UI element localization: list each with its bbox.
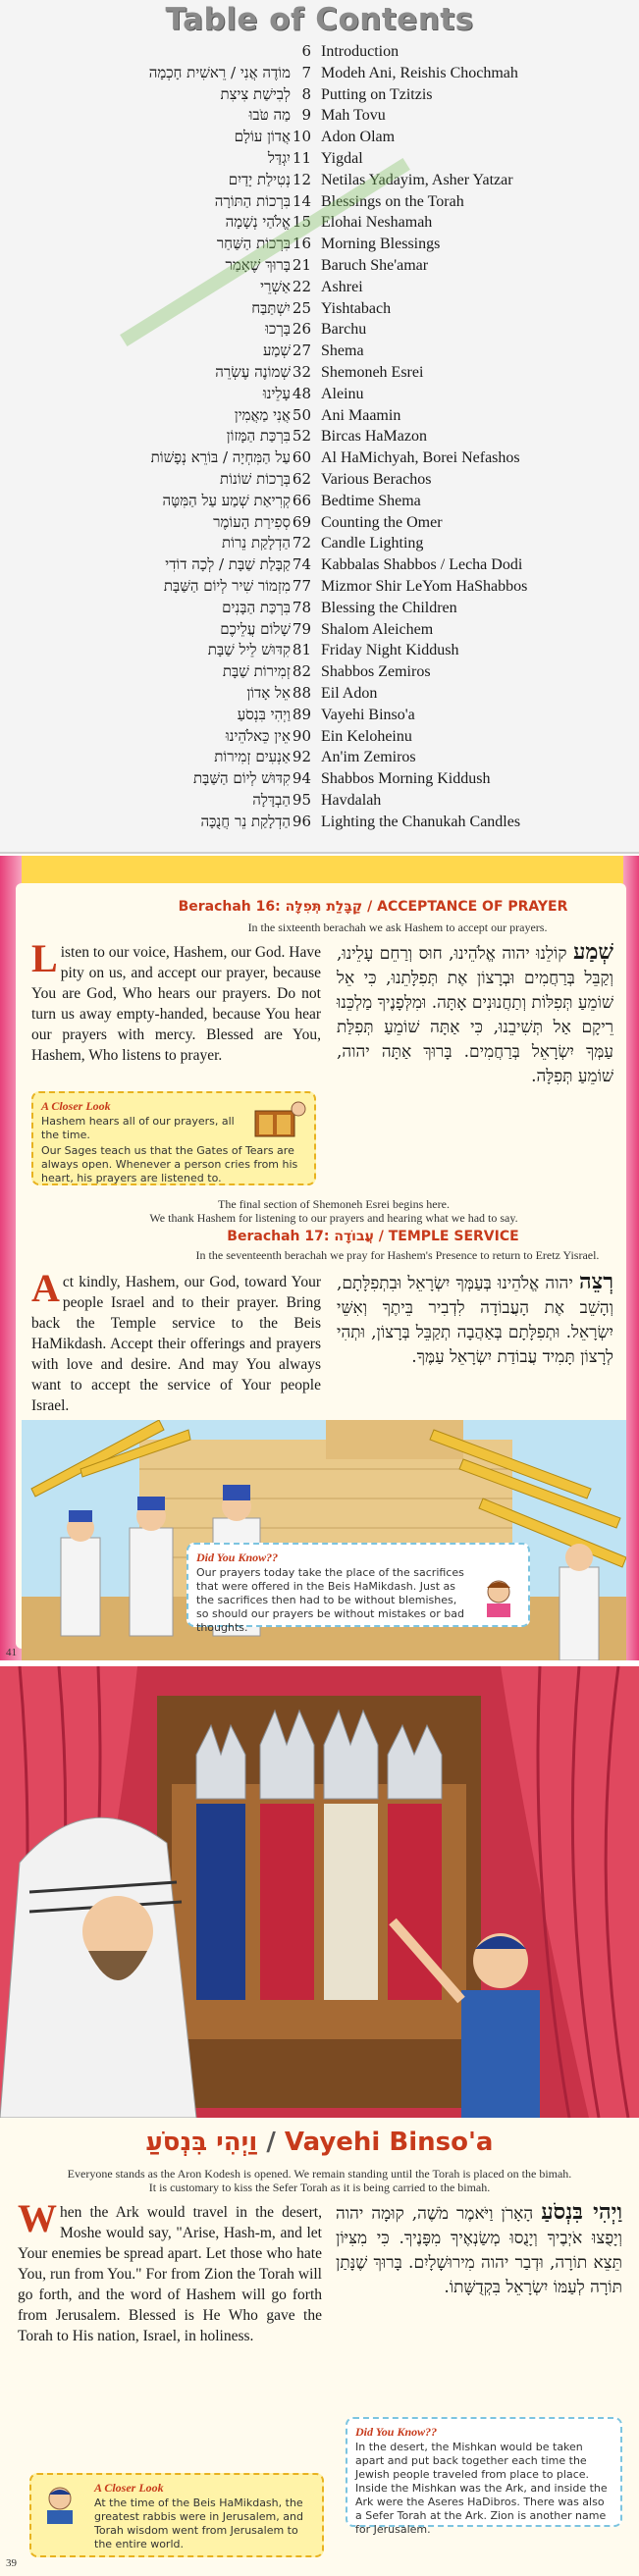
table-of-contents-page: [0, 0, 639, 854]
did-you-know-title: Did You Know??: [196, 1551, 279, 1564]
toc-page-number: 9: [301, 106, 311, 125]
toc-english-title: Adon Olam: [321, 129, 396, 146]
toc-hebrew-title: בָּרוּךְ שֶׁאָמַר: [225, 256, 291, 274]
toc-page-number: 81: [292, 641, 311, 659]
toc-english-title: Eil Adon: [321, 685, 378, 702]
final-section-note-2: We thank Hashem for listening to our prayers and hearing what we had to say.: [149, 1211, 518, 1225]
berachah-17-english-title: TEMPLE SERVICE: [388, 1229, 519, 1244]
vayehi-binsoa-hebrew-title: וַיְהִי בִּנְסֹעַ: [145, 2128, 258, 2157]
vayehi-binsoa-hebrew-text: [336, 2200, 622, 2300]
toc-english-title: Bircas HaMazon: [321, 428, 427, 446]
did-you-know-box: [346, 2417, 622, 2536]
berachah-17-slash: /: [373, 1229, 389, 1244]
toc-english-title: Lighting the Chanukah Candles: [321, 813, 521, 830]
berachah-16-heading: [128, 899, 618, 915]
toc-title: Table of Contents: [165, 2, 474, 37]
toc-english-title: Modeh Ani, Reishis Chochmah: [321, 64, 518, 81]
toc-english-title: Morning Blessings: [321, 236, 441, 253]
toc-hebrew-title: בִּרְכַּת הַבָּנִים: [222, 598, 291, 616]
toc-english-title: Friday Night Kiddush: [321, 642, 459, 659]
toc-hebrew-title: אֲדוֹן עוֹלָם: [234, 128, 291, 146]
toc-english-title: Elohai Neshamah: [321, 214, 433, 232]
toc-page-number: 11: [292, 149, 311, 167]
toc-page-number: 60: [292, 448, 311, 467]
toc-english-title: Blessings on the Torah: [321, 192, 464, 210]
toc-english-title: Blessing the Children: [321, 599, 457, 616]
toc-page-number: 15: [292, 213, 311, 232]
vayehi-binsoa-english-text: [18, 2196, 322, 2346]
closer-look-text: At the time of the Beis HaMikdash, the greatest rabbis were in Jerusalem, and Torah wisdom went from Jerusalem to the entire world.: [94, 2497, 303, 2550]
aron-kodesh-illustration: [0, 1666, 639, 2118]
toc-hebrew-title: בָּרְכוּ: [265, 320, 291, 339]
toc-english-title: Bedtime Shema: [321, 492, 421, 509]
berachah-16-hebrew-first-word: שְׁמַע: [572, 939, 614, 965]
closer-look-title: A Closer Look: [41, 1099, 111, 1113]
vayehi-binsoa-subtitle-2: It is customary to kiss the Sefer Torah as it is being carried to the bimah.: [148, 2181, 491, 2194]
toc-row[interactable]: [0, 127, 639, 147]
toc-row[interactable]: [0, 812, 639, 832]
vayehi-binsoa-hebrew-first-words: וַיְהִי בִּנְסֹעַ: [541, 2199, 623, 2225]
page-41: [0, 856, 639, 1660]
toc-row[interactable]: [0, 533, 639, 553]
toc-hebrew-title: הַדְלָקַת נֵרוֹת: [221, 534, 291, 552]
toc-row[interactable]: [0, 41, 639, 62]
toc-row[interactable]: [0, 576, 639, 597]
toc-english-title: Ani Maamin: [321, 406, 401, 424]
dropcap: A: [31, 1266, 60, 1310]
toc-hebrew-title: שָׁלוֹם עֲלֵיכֶם: [220, 619, 291, 638]
toc-hebrew-title: קַבָּלַת שַׁבָּת / לְכָה דוֹדִי: [165, 555, 291, 574]
toc-hebrew-title: אַשְׁרֵי: [260, 277, 291, 295]
did-you-know-text: In the desert, the Mishkan would be taken apart and put back together each time the Jewish people traveled from place to place. Inside the Mishkan was the Ark, and inside the Ark were the Aseres HaDibros. There was also a Sefer Torah at the Ark. Zion is another name for Jerusalem.: [355, 2441, 608, 2536]
toc-row[interactable]: [0, 426, 639, 447]
berachah-16-english-text: [31, 936, 321, 1066]
toc-row[interactable]: [0, 405, 639, 426]
berachah-16-label: Berachah 16:: [178, 899, 281, 915]
toc-english-title: Al HaMichyah, Borei Nefashos: [321, 449, 520, 467]
toc-row[interactable]: [0, 191, 639, 212]
toc-page-number: 25: [292, 298, 311, 317]
toc-english-title: Vayehi Binso'a: [321, 706, 415, 723]
toc-row[interactable]: [0, 661, 639, 682]
toc-english-title: Shabbos Zemiros: [321, 663, 431, 681]
toc-page-number: 21: [292, 256, 311, 274]
toc-english-title: Introduction: [321, 43, 399, 60]
toc-hebrew-title: קְרִיאַת שְׁמַע עַל הַמִּטָּה: [162, 491, 291, 509]
toc-page-number: 12: [292, 170, 311, 188]
toc-english-title: Kabbalas Shabbos / Lecha Dodi: [321, 556, 523, 574]
toc-row[interactable]: [0, 319, 639, 340]
toc-row[interactable]: [0, 148, 639, 169]
toc-hebrew-title: הַדְלָקַת נֵר חֲנֻכָּה: [200, 812, 291, 830]
toc-page-number: 50: [292, 405, 311, 424]
berachah-17-hebrew-text: [337, 1270, 613, 1370]
toc-row[interactable]: [0, 768, 639, 789]
toc-page-number: 78: [292, 598, 311, 616]
toc-row[interactable]: [0, 234, 639, 254]
toc-row[interactable]: [0, 341, 639, 361]
toc-row[interactable]: [0, 170, 639, 190]
gates-illustration-icon: [251, 1097, 306, 1140]
toc-english-title: Yigdal: [321, 150, 363, 167]
toc-hebrew-title: סְפִירַת הָעוֹמֶר: [213, 512, 291, 531]
berachah-17-english-text: [31, 1266, 321, 1416]
final-section-note-1: The final section of Shemoneh Esrei begins here.: [218, 1197, 450, 1211]
toc-hebrew-title: נְטִילַת יָדַיִם: [228, 170, 291, 188]
berachah-16-hebrew-text: [337, 940, 613, 1089]
toc-page-number: 77: [292, 577, 311, 595]
toc-page-number: 7: [301, 63, 311, 81]
did-you-know-box: [186, 1543, 530, 1634]
vayehi-binsoa-subtitle-1: Everyone stands as the Aron Kodesh is opened. We remain standing until the Torah is placed on the bimah.: [67, 2167, 572, 2181]
toc-hebrew-title: אֲנִי מַאֲמִין: [234, 405, 291, 424]
toc-row[interactable]: [0, 683, 639, 704]
toc-page-number: 95: [292, 791, 311, 809]
toc-english-title: Candle Lighting: [321, 535, 424, 552]
toc-english-title: Havdalah: [321, 792, 382, 809]
toc-hebrew-title: בִּרְכוֹת הַתּוֹרָה: [214, 191, 291, 210]
toc-hebrew-title: מַה טֹּבוּ: [248, 106, 291, 125]
toc-page-number: 62: [292, 470, 311, 488]
berachah-16-slash: /: [362, 899, 378, 915]
page-39: [0, 1666, 639, 2576]
toc-page-number: 66: [292, 491, 311, 509]
toc-hebrew-title: בִּרְכוֹת הַשַּׁחַר: [216, 235, 291, 253]
toc-english-title: Yishtabach: [321, 299, 392, 317]
berachah-16-hebrew-body: קוֹלֵנוּ יהוה אֱלֹהֵינוּ, חוּס וְרַחֵם עָלֵינוּ, וְקַבֵּל בְּרַחֲמִים וּבְרָצוֹן אֶת תְּפִלָּתֵנוּ, כִּי אֵל שׁוֹמֵעַ תְּפִלּוֹת וְתַחֲנוּנִים אָתָּה. וּמִלְּפָנֶיךָ מַלְכֵּנוּ רֵיקָם אַל תְּשִׁיבֵנוּ, כִּי אַתָּה שׁוֹמֵעַ תְּפִלַּת עַמְּךָ יִשְׂרָאֵל בְּרַחֲמִים. בָּרוּךְ אַתָּה יהוה, שׁוֹמֵעַ תְּפִלָּה.: [337, 944, 613, 1086]
toc-row[interactable]: [0, 447, 639, 468]
toc-row[interactable]: [0, 598, 639, 618]
toc-page-number: 26: [292, 320, 311, 339]
toc-english-title: Mah Tovu: [321, 107, 386, 125]
toc-english-title: Netilas Yadayim, Asher Yatzar: [321, 171, 513, 188]
toc-hebrew-title: בִּרְכַּת הַמָּזוֹן: [226, 427, 291, 446]
toc-english-title: Shema: [321, 342, 364, 360]
vayehi-binsoa-title: [0, 2128, 639, 2157]
toc-english-title: Ashrei: [321, 278, 363, 295]
berachah-17-subtitle: In the seventeenth berachah we pray for Hashem's Presence to return to Eretz Yisrael.: [195, 1248, 600, 1262]
toc-page-number: 52: [292, 427, 311, 446]
toc-hebrew-title: מִזְמוֹר שִׁיר לְיוֹם הַשַּׁבָּת: [163, 577, 291, 595]
toc-hebrew-title: עָלֵינוּ: [262, 384, 291, 402]
toc-row[interactable]: [0, 640, 639, 660]
toc-page-number: 96: [292, 812, 311, 830]
toc-row[interactable]: [0, 105, 639, 126]
toc-page-number: 27: [292, 342, 311, 360]
page-number-41: 41: [6, 1647, 17, 1658]
toc-page-number: 72: [292, 534, 311, 552]
toc-english-title: Shemoneh Esrei: [321, 364, 424, 381]
toc-page-number: 10: [292, 128, 311, 146]
closer-look-title: A Closer Look: [94, 2481, 164, 2495]
toc-hebrew-title: יִגְדַּל: [267, 149, 291, 167]
closer-look-line-1: Hashem hears all of our prayers, all the time.: [41, 1115, 235, 1141]
toc-page-number: 69: [292, 512, 311, 531]
toc-english-title: Shalom Aleichem: [321, 620, 434, 638]
toc-hebrew-title: הַבְדָּלָה: [252, 791, 291, 809]
toc-page-number: 16: [292, 235, 311, 253]
toc-page-number: 94: [292, 769, 311, 788]
toc-hebrew-title: שְׁמוֹנֶה עֶשְׂרֵה: [215, 363, 291, 381]
toc-hebrew-title: עַל הַמִּחְיָה / בּוֹרֵא נְפָשׁוֹת: [150, 448, 291, 467]
toc-hebrew-title: שְׁמַע: [262, 342, 291, 360]
toc-english-title: Mizmor Shir LeYom HaShabbos: [321, 578, 528, 595]
toc-page-number: 88: [292, 684, 311, 702]
toc-hebrew-title: אֱלֹהַי נְשָׁמָה: [225, 213, 291, 232]
closer-look-box: [29, 2473, 324, 2557]
toc-page-number: 79: [292, 619, 311, 638]
toc-english-title: Shabbos Morning Kiddush: [321, 770, 491, 788]
toc-english-title: Baruch She'amar: [321, 257, 429, 274]
vayehi-binsoa-hebrew-body: הָאָרֹן וַיֹּאמֶר מֹשֶׁה, קוּמָה יהוה וְיָפֻצוּ אֹיְבֶיךָ וְיָנֻסוּ מְשַׂנְאֶיךָ מִפָּנֶיךָ. כִּי מִצִּיּוֹן תֵּצֵא תוֹרָה, וּדְבַר יהוה מִירוּשָׁלָיִם. בָּרוּךְ שֶׁנָּתַן תּוֹרָה לְעַמּוֹ יִשְׂרָאֵל בִּקְדֻשָּׁתוֹ.: [336, 2204, 622, 2297]
closer-look-line-2: Our Sages teach us that the Gates of Tears are always open. Whenever a person cries from his heart, his prayers are listened to.: [41, 1144, 298, 1184]
toc-hebrew-title: קִדּוּשׁ לֵיל שַׁבָּת: [207, 641, 291, 659]
toc-page-number: 92: [292, 748, 311, 766]
did-you-know-title: Did You Know??: [355, 2425, 438, 2439]
toc-row[interactable]: [0, 790, 639, 811]
toc-row[interactable]: [0, 726, 639, 747]
toc-row[interactable]: [0, 298, 639, 319]
berachah-17-hebrew-body: יהוה אֱלֹהֵינוּ בְּעַמְּךָ יִשְׂרָאֵל וּבִתְפִלָּתָם, וְהָשֵׁב אֶת הָעֲבוֹדָה לִדְבִיר בֵּיתֶךָ וְאִשֵּׁי יִשְׂרָאֵל. וּתְפִלָּתָם בְּאַהֲבָה תְקַבֵּל בְּרָצוֹן, וּתְהִי לְרָצוֹן תָּמִיד עֲבוֹדַת יִשְׂרָאֵל עַמֶּךָ.: [337, 1274, 613, 1367]
toc-page-number: 89: [292, 705, 311, 723]
toc-english-title: Aleinu: [321, 385, 364, 402]
toc-hebrew-title: לְבִישַׁת צִיצִת: [220, 84, 291, 103]
toc-row[interactable]: [0, 554, 639, 575]
dropcap: W: [18, 2196, 57, 2240]
toc-hebrew-title: קִדּוּשׁ לְיוֹם הַשַּׁבָּת: [192, 769, 291, 788]
toc-row[interactable]: [0, 491, 639, 511]
page-number-39: 39: [6, 2557, 17, 2569]
berachah-17-label: Berachah 17:: [227, 1229, 330, 1244]
toc-english-title: Barchu: [321, 321, 367, 339]
toc-page-number: 14: [292, 191, 311, 210]
berachah-16-english-title: ACCEPTANCE OF PRAYER: [377, 899, 568, 915]
toc-hebrew-title: בְּרָכוֹת שׁוֹנוֹת: [219, 470, 291, 488]
toc-english-title: Counting the Omer: [321, 513, 443, 531]
toc-hebrew-title: יִשְׁתַּבַּח: [251, 298, 291, 317]
girl-reading-icon: [477, 1576, 520, 1619]
berachah-16-english-body: isten to our voice, Hashem, our God. Have pity on us, and accept our prayer, because You are God, Who hears our prayers. Do not turn us away empty-handed, because You hear our prayers with mercy. Blessed are You, Hashem, Who listens to prayer.: [31, 944, 321, 1064]
toc-row[interactable]: [0, 619, 639, 640]
berachah-16-hebrew-title: קַבָּלַת תְּפִלָּה: [285, 899, 363, 915]
toc-english-title: Putting on Tzitzis: [321, 85, 433, 103]
berachah-17-english-body: ct kindly, Hashem, our God, toward Your people Israel and to their prayer. Bring back the Temple service to the Beis HaMikdash. Accept their offerings and prayers with love and desire. And may You always want to accept the service of Your people Israel.: [31, 1274, 321, 1414]
toc-hebrew-title: מוֹדֶה אֲנִי / רֵאשִׁית חָכְמָה: [148, 63, 291, 81]
vayehi-binsoa-english-body: hen the Ark would travel in the desert, Moshe would say, "Arise, Hash-m, and let Your enemies be spread apart. Let those who hate You, run from You." For from Zion the Torah will go forth, and the word of Hashem will go forth from Jerusalem. Blessed is He Who gave the Torah to His nation, Israel, in holiness.: [18, 2204, 322, 2344]
toc-row[interactable]: [0, 384, 639, 404]
toc-row[interactable]: [0, 255, 639, 276]
toc-hebrew-title: אֵל אָדוֹן: [246, 684, 291, 702]
berachah-16-subtitle: In the sixteenth berachah we ask Hashem to accept our prayers.: [247, 920, 548, 934]
toc-page-number: 90: [292, 726, 311, 745]
toc-row[interactable]: [0, 84, 639, 105]
toc-row[interactable]: [0, 362, 639, 383]
did-you-know-text: Our prayers today take the place of the sacrifices that were offered in the Beis HaMikdash. Just as the sacrifices then had to be without blemishes, so should our prayers be without mistakes or bad thoughts.: [196, 1566, 464, 1634]
toc-page-number: 48: [292, 384, 311, 402]
toc-hebrew-title: אַנְעִים זְמִירוֹת: [214, 748, 291, 766]
toc-hebrew-title: וַיְהִי בִּנְסֹעַ: [237, 705, 291, 723]
toc-page-number: 82: [292, 662, 311, 681]
toc-row[interactable]: [0, 705, 639, 725]
toc-row[interactable]: [0, 512, 639, 533]
toc-row[interactable]: [0, 277, 639, 297]
berachah-17-heading: [128, 1229, 618, 1244]
dropcap: L: [31, 936, 58, 980]
toc-english-title: Various Berachos: [321, 471, 432, 488]
title-slash: /: [257, 2128, 285, 2157]
toc-row[interactable]: [0, 747, 639, 767]
toc-page-number: 22: [292, 277, 311, 295]
boy-reading-icon: [37, 2483, 82, 2528]
closer-look-box: [31, 1091, 316, 1185]
toc-page-number: 32: [292, 363, 311, 381]
toc-english-title: An'im Zemiros: [321, 749, 416, 766]
berachah-17-hebrew-first-word: רְצֵה: [579, 1269, 614, 1294]
toc-hebrew-title: אֵין כֵּאלֹהֵינוּ: [225, 726, 291, 745]
toc-row[interactable]: [0, 63, 639, 83]
toc-row[interactable]: [0, 469, 639, 490]
berachah-17-hebrew-title: עֲבוֹדָה: [334, 1229, 374, 1244]
toc-page-number: 6: [301, 42, 311, 60]
vayehi-binsoa-english-title: Vayehi Binso'a: [284, 2128, 494, 2157]
toc-page-number: 74: [292, 555, 311, 574]
toc-page-number: 8: [301, 84, 311, 103]
toc-english-title: Ein Keloheinu: [321, 727, 412, 745]
toc-hebrew-title: זְמִירוֹת שַׁבָּת: [222, 662, 291, 681]
